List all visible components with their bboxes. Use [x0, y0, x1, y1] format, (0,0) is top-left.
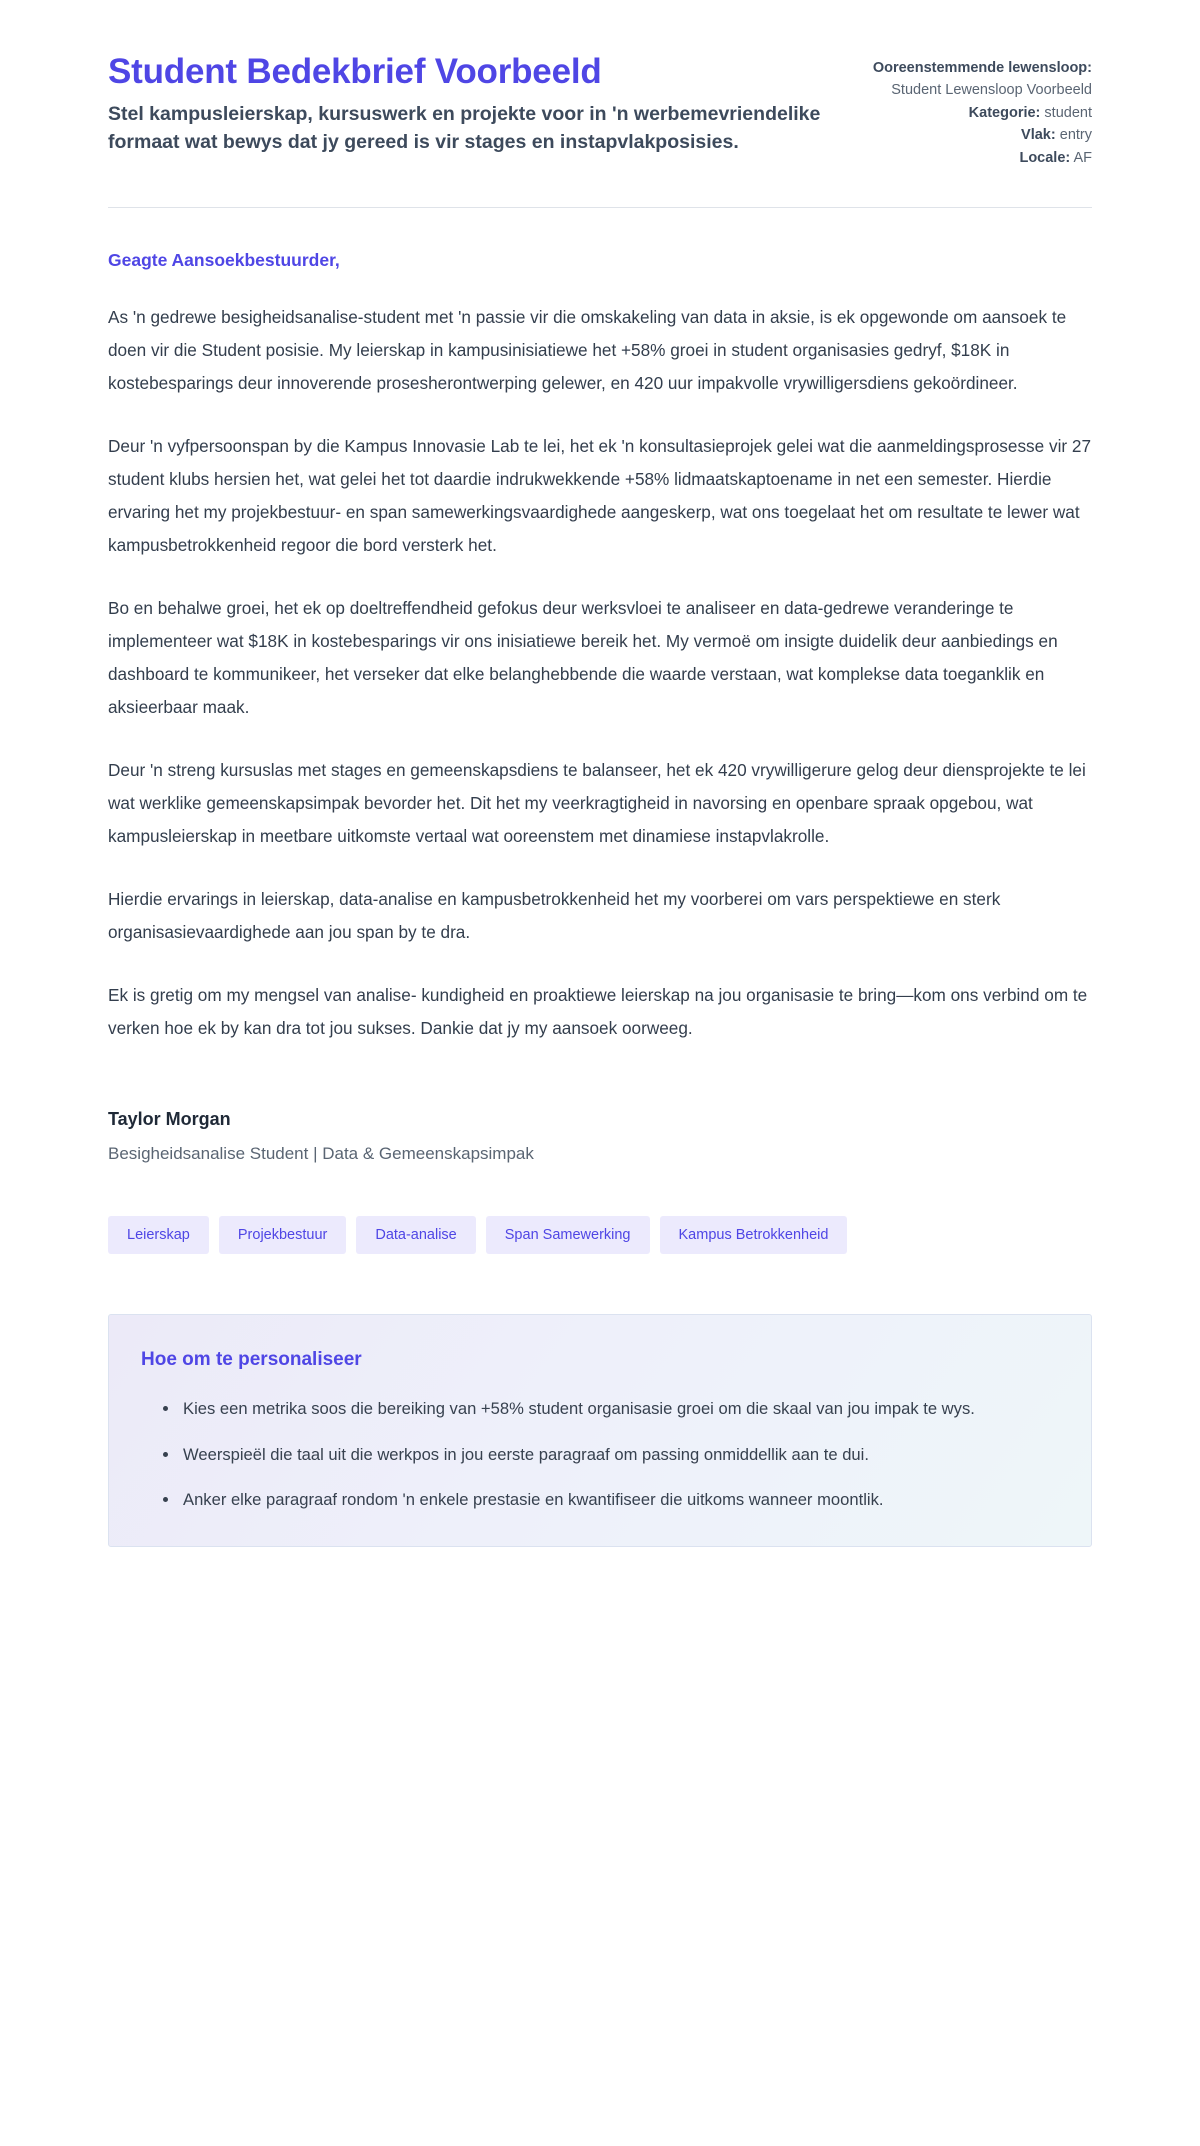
letter-body: [108, 208, 1092, 1045]
metadata-row-level: [872, 125, 1092, 147]
metadata-value: Student Lewensloop Voorbeeld: [891, 81, 1092, 98]
metadata-row-category: [872, 103, 1092, 125]
document-header: [108, 52, 1092, 171]
document-metadata: [872, 52, 1092, 171]
list-item: Weerspieël die taal uit die werkpos in jou eerste paragraaf om passing onmiddellik aan te dui.: [163, 1439, 1059, 1471]
metadata-label: Ooreenstemmende lewensloop:: [872, 60, 1092, 76]
metadata-label: Kategorie:: [968, 104, 1041, 121]
callout-tips-list: [141, 1393, 1059, 1516]
signature-block: [108, 1109, 1092, 1164]
letter-salutation: Geagte Aansoekbestuurder,: [108, 249, 340, 270]
list-item: Anker elke paragraaf rondom 'n enkele prestasie en kwantifiseer die uitkoms wanneer moontlik.: [163, 1484, 1059, 1516]
metadata-row-locale: [872, 148, 1092, 170]
tag-chip[interactable]: Span Samewerking: [486, 1216, 650, 1254]
signature-role: Besigheidsanalise Student | Data & Gemeenskapsimpak: [108, 1144, 534, 1164]
header-text-block: [108, 52, 832, 157]
tag-list: [108, 1216, 1092, 1254]
letter-paragraph: Ek is gretig om my mengsel van analise- kundigheid en proaktiewe leierskap na jou organisasie te bring—kom ons verbind om te verken hoe ek by kan dra tot jou sukses. Dankie dat jy my aansoek oorweeg.: [108, 985, 1088, 1039]
metadata-label: Locale:: [1019, 150, 1071, 166]
signature-name: Taylor Morgan: [108, 1109, 231, 1130]
metadata-label: Vlak:: [1021, 127, 1056, 144]
tag-chip[interactable]: Data-analise: [356, 1216, 475, 1254]
metadata-value: entry: [1059, 127, 1092, 144]
page-title: Student Bedekbrief Voorbeeld: [108, 52, 602, 91]
metadata-value: student: [1044, 104, 1092, 121]
list-item: Kies een metrika soos die bereiking van +58% student organisasie groei om die skaal van jou impak te wys.: [163, 1393, 1059, 1425]
tag-chip[interactable]: Leierskap: [108, 1216, 209, 1254]
callout-title: Hoe om te personaliseer: [141, 1349, 362, 1371]
metadata-row-matching-resume: [872, 58, 1092, 102]
letter-paragraph: As 'n gedrewe besigheidsanalise-student met 'n passie vir die omskakeling van data in aksie, is ek opgewonde om aansoek te doen vir die Student posisie. My leierskap in kampusinisiatiewe het +58% groei in student organisasies gedryf, $18K in kostebesparings deur innoverende prosesherontwerping gelewer, en 420 uur impakvolle vrywilligersdiens gekoördineer.: [108, 306, 1067, 393]
tag-chip[interactable]: Kampus Betrokkenheid: [660, 1216, 848, 1254]
letter-paragraph: Hierdie ervarings in leierskap, data-analise en kampusbetrokkenheid het my voorberei om vars perspektiewe en sterk organisasievaardighede aan jou span by te dra.: [108, 888, 1001, 942]
page-subtitle: Stel kampusleierskap, kursuswerk en projekte voor in 'n werbemevriendelike formaat wat bewys dat jy gereed is vir stages en instapvlakposisies.: [108, 103, 821, 153]
tag-chip[interactable]: Projekbestuur: [219, 1216, 346, 1254]
letter-paragraph: Deur 'n vyfpersoonspan by die Kampus Innovasie Lab te lei, het ek 'n konsultasieprojek gelei wat die aanmeldingsprosesse vir 27 student klubs hersien het, wat gelei het tot daardie indrukwekkende +58% lidmaatskaptoename in net een semester. Hierdie ervaring het my projekbestuur- en span samewerkingsvaardighede aangeskerp, wat ons toegelaat het om resultate te lewer wat kampusbetrokkenheid regoor die bord versterk het.: [108, 435, 1092, 555]
letter-paragraph: Deur 'n streng kursuslas met stages en gemeenskapsdiens te balanseer, het ek 420 vrywilligerure gelog deur diensprojekte te lei wat werklike gemeenskapsimpak bevorder het. Dit het my veerkragtigheid in navorsing en openbare spraak opgebou, wat kampusleierskap in meetbare uitkomste vertaal wat ooreenstem met dinamiese instapvlakrolle.: [108, 759, 1086, 846]
letter-paragraph: Bo en behalwe groei, het ek op doeltreffendheid gefokus deur werksvloei te analiseer en data-gedrewe veranderinge te implementeer wat $18K in kostebesparings vir ons inisiatiewe bereik het. My vermoë om insigte duidelik deur aanbiedings en dashboard te kommunikeer, het verseker dat elke belanghebbende die waarde verstaan, wat komplekse data toeganklik en aksieerbaar maak.: [108, 597, 1058, 717]
personalization-callout: [108, 1314, 1092, 1547]
metadata-value: AF: [1073, 150, 1092, 166]
